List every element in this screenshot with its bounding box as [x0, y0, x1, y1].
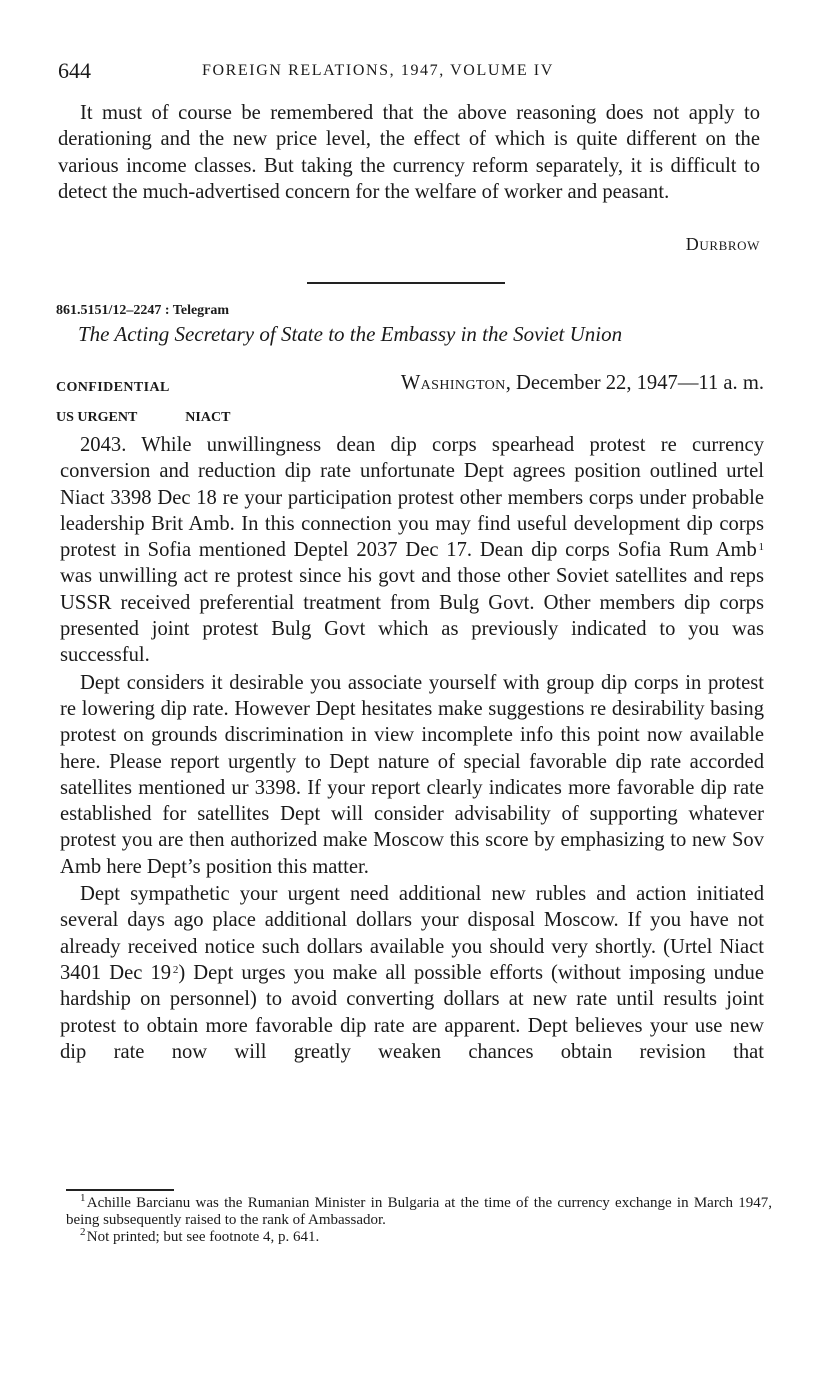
telegram-body: [60, 432, 764, 1065]
intro-paragraph: It must of course be remembered that the above reasoning does not apply to derationing and the new price level, the effect of which is quite different on the various income classes. But taking the currency reform separately, it is difficult to detect the much-advertised concern for the welfare of worker and peasant.: [58, 102, 760, 203]
footnote-1: $^1$ Achille Barcianu was the Rumanian Minister in Bulgaria at the time of the currency exchange in March 1947, being subsequently raised to the rank of Ambassador.: [66, 1192, 772, 1228]
page-number: 644: [58, 58, 91, 83]
classification-row: [56, 372, 764, 398]
footnote-marker-1: 1: [80, 1192, 86, 1204]
classification-label: CONFIDENTIAL: [56, 380, 170, 395]
document-title: The Acting Secretary of State to the Embassy in the Soviet Union: [78, 322, 623, 346]
urgency-row: [56, 410, 230, 430]
dateline-place: Washington: [400, 372, 506, 394]
section-divider: [307, 282, 505, 284]
running-title: FOREIGN RELATIONS, 1947, VOLUME IV: [202, 62, 554, 79]
running-head: [58, 58, 763, 84]
footnote-ref-2: 2: [172, 963, 179, 976]
footnote-2: $^2$ Not printed; but see footnote 4, p. 641.: [80, 1226, 320, 1245]
footnote-rule: [66, 1189, 174, 1191]
dateline-date: , December 22, 1947—11 a. m.: [505, 372, 764, 394]
intro-section: [58, 100, 760, 205]
dateline: [401, 372, 764, 395]
footnote-ref-1: 1: [758, 541, 764, 554]
urgency-label: US URGENT: [56, 410, 138, 425]
file-number: 861.5151/12–2247 : Telegram: [56, 303, 230, 318]
signature: Durbrow: [685, 234, 760, 254]
footnotes: [66, 1192, 772, 1246]
niact-label: NIACT: [185, 410, 231, 425]
body-paragraph-2: Dept considers it desirable you associate yourself with group dip corps in protest re lowering dip rate. However Dept hesitates make suggestions re desirability basing protest on grounds discrimination in view incomplete info this point now available here. Please report urgently to Dept nature of special favorable dip rate accorded satellites mentioned ur 3398. If your report clearly indicates more favorable dip rate established for satellites Dept will consider advisability of supporting whatever protest you are then authorized make Moscow this score by emphasizing to new Sov Amb here Dept’s position this matter.: [60, 671, 764, 878]
body-paragraph-3: Dept sympathetic your urgent need additional new rubles and action initiated several days ago place additional dollars your disposal Moscow. If you have not already received notice such dollars available you should very shortly. (Urtel Niact 3401 Dec 19 $^2$) Dept urges you make all possible efforts (without imposing undue hardship on personnel) to avoid converting dollars at new rate until results joint protest to obtain more favorable dip rate are apparent. Dept believes your use new dip rate now will greatly weaken chances obtain revision that: [60, 883, 764, 1063]
body-paragraph-1: 2043. While unwillingness dean dip corps spearhead protest re currency conversion and reduction dip rate unfortunate Dept agrees position outlined urtel Niact 3398 Dec 18 re your participation protest other members corps under probable leadership Brit Amb. In this connection you may find useful development dip corps protest in Sofia mentioned Deptel 2037 Dec 17. Dean dip corps Sofia Rum Amb $^1$ was unwilling act re protest since his govt and those other Soviet satellites and reps USSR received preferential treatment from Bulg Govt. Other members dip corps presented joint protest Bulg Govt which as previously indicated to you was successful.: [60, 434, 764, 667]
footnote-marker-2: 2: [80, 1226, 86, 1238]
